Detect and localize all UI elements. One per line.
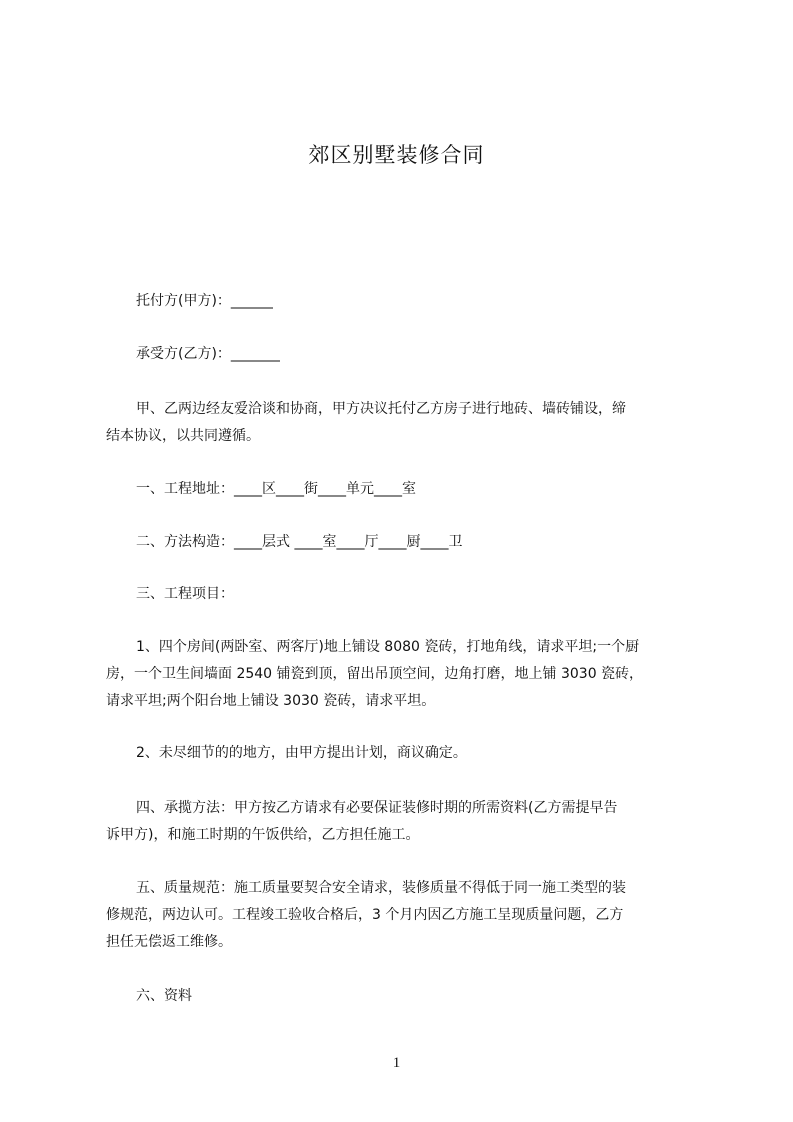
section-1-paragraph	[106, 476, 692, 503]
section-2-paragraph	[106, 529, 692, 556]
section-3-heading	[106, 581, 692, 608]
section-3-text: 三、工程项目：	[136, 586, 234, 602]
item-1-paragraph	[106, 634, 692, 715]
section-4-paragraph	[106, 795, 692, 849]
intro-line-2: 结本协议，以共同遵循。	[106, 428, 260, 444]
intro-line-1: 甲、乙两边经友爱洽谈和协商，甲方决议托付乙方房子进行地砖、墙砖铺设，缔	[136, 401, 626, 417]
document-title: 郊区别墅装修合同	[308, 143, 485, 167]
section-5-line-2: 修规范，两边认可。工程竣工验收合格后，3 个月内因乙方施工呈现质量问题，乙方	[106, 907, 624, 923]
party-a-line	[106, 288, 692, 315]
page-number: 1	[392, 1055, 401, 1071]
party-a-text: 托付方(甲方)：______	[136, 293, 273, 309]
item-1-line-2: 房，一个卫生间墙面 2540 铺瓷到顶，留出吊顶空间，边角打磨，地上铺 3030 瓷砖，	[106, 666, 644, 682]
item-2-paragraph	[106, 740, 692, 767]
item-2-text: 2、未尽细节的的地方，由甲方提出计划，商议确定。	[136, 745, 467, 761]
section-2-text: 二、方法构造：____层式 ____室____厅____厨____卫	[136, 534, 463, 550]
party-b-text: 承受方(乙方)：_______	[136, 346, 280, 362]
section-6-text: 六、资料	[136, 988, 192, 1004]
section-5-paragraph	[106, 875, 692, 956]
section-5-line-3: 担任无偿返工维修。	[106, 934, 232, 950]
section-5-line-1: 五、质量规范：施工质量要契合安全请求，装修质量不得低于同一施工类型的装	[136, 880, 626, 896]
item-1-line-3: 请求平坦;两个阳台地上铺设 3030 瓷砖，请求平坦。	[106, 693, 436, 709]
section-4-line-2: 诉甲方)，和施工时期的午饭供给，乙方担任施工。	[106, 827, 420, 843]
section-4-line-1: 四、承揽方法：甲方按乙方请求有必要保证装修时期的所需资料(乙方需提早告	[136, 800, 618, 816]
party-b-line	[106, 341, 692, 368]
section-1-text: 一、工程地址：____区____街____单元____室	[136, 481, 416, 497]
section-6-heading	[106, 983, 692, 1010]
intro-paragraph	[106, 396, 692, 450]
item-1-line-1: 1、四个房间(两卧室、两客厅)地上铺设 8080 瓷砖，打地角线，请求平坦;一个厨	[136, 639, 640, 655]
